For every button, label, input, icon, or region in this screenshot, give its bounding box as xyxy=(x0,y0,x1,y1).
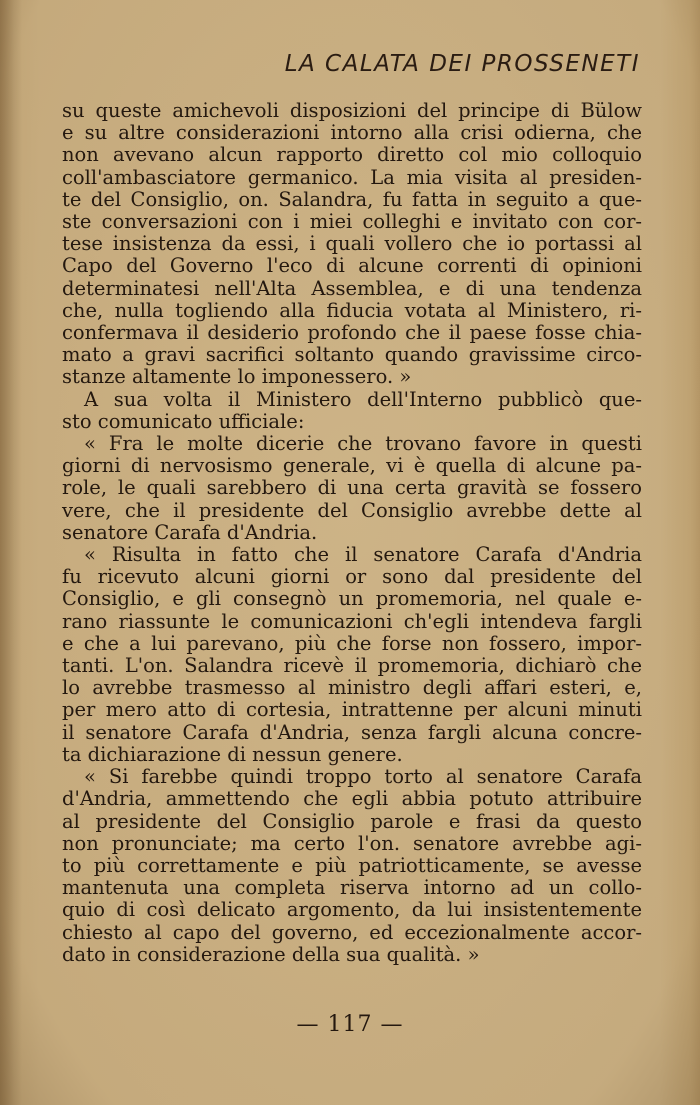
text-line: « Risulta in fatto che il senatore Carafa d'Andria xyxy=(84,543,642,567)
text-line: determinatesi nell'Alta Assemblea, e di una tendenza xyxy=(62,276,642,300)
text-line: non avevano alcun rapporto diretto col mio colloquio xyxy=(62,143,642,167)
text-line: confermava il desiderio profondo che il paese fosse chia- xyxy=(62,321,642,345)
text-line: il senatore Carafa d'Andria, senza fargli alcuna concre- xyxy=(62,720,642,744)
text-line: A sua volta il Ministero dell'Interno pubblicò que- xyxy=(84,387,642,411)
binding-shadow xyxy=(0,0,22,1105)
text-line: mato a gravi sacrifici soltanto quando gravissime circo- xyxy=(62,343,642,367)
text-line: quio di così delicato argomento, da lui insistentemente xyxy=(62,898,642,922)
text-line: per mero atto di cortesia, intrattenne per alcuni minuti xyxy=(62,698,642,722)
text-line: rano riassunte le comunicazioni ch'egli intendeva fargli xyxy=(62,609,642,633)
text-line: « Fra le molte dicerie che trovano favore in questi xyxy=(84,432,642,456)
text-line: e che a lui parevano, più che forse non fossero, impor- xyxy=(62,631,642,655)
text-line: senatore Carafa d'Andria. xyxy=(62,520,318,544)
text-line: tese insistenza da essi, i quali vollero che io portassi al xyxy=(62,232,642,256)
text-line: role, le quali sarebbero di una certa gravità se fossero xyxy=(62,476,642,500)
page-number: — 117 — xyxy=(296,1012,404,1037)
text-line: « Si farebbe quindi troppo torto al senatore Carafa xyxy=(84,765,642,789)
text-line: su queste amichevoli disposizioni del principe di Bülow xyxy=(62,99,642,122)
text-line: to più correttamente e più patriotticamente, se avesse xyxy=(62,853,642,877)
text-line: che, nulla togliendo alla fiducia votata al Ministero, ri- xyxy=(62,298,642,322)
running-title: LA CALATA DEI PROSSENETI xyxy=(284,51,640,77)
text-line: giorni di nervosismo generale, vi è quella di alcune pa- xyxy=(62,454,642,478)
text-line: dato in considerazione della sua qualità. » xyxy=(62,942,480,966)
text-line: ste conversazioni con i miei colleghi e invitato con cor- xyxy=(62,210,642,234)
text-line: Consiglio, e gli consegnò un promemoria, nel quale e- xyxy=(62,587,642,611)
text-line: sto comunicato ufficiale: xyxy=(62,409,305,433)
text-line: Capo del Governo l'eco di alcune correnti di opinioni xyxy=(62,254,642,278)
text-line: te del Consiglio, on. Salandra, fu fatta in seguito a que- xyxy=(62,187,642,211)
text-line: d'Andria, ammettendo che egli abbia potuto attribuire xyxy=(62,787,642,811)
text-line: mantenuta una completa riserva intorno ad un collo- xyxy=(62,876,642,900)
text-line: coll'ambasciatore germanico. La mia visita al presiden- xyxy=(62,165,642,189)
text-line: ta dichiarazione di nessun genere. xyxy=(62,742,403,766)
body-text xyxy=(62,100,642,966)
text-line: fu ricevuto alcuni giorni or sono dal presidente del xyxy=(62,565,642,589)
text-line: non pronunciate; ma certo l'on. senatore avrebbe agi- xyxy=(62,831,642,855)
text-line: vere, che il presidente del Consiglio avrebbe dette al xyxy=(62,498,642,522)
text-line: chiesto al capo del governo, ed eccezionalmente accor- xyxy=(62,920,642,944)
text-line: e su altre considerazioni intorno alla crisi odierna, che xyxy=(62,121,642,145)
text-line: stanze altamente lo imponessero. » xyxy=(62,365,412,389)
text-line: lo avrebbe trasmesso al ministro degli affari esteri, e, xyxy=(62,676,642,700)
text-line: al presidente del Consiglio parole e frasi da questo xyxy=(62,809,642,833)
text-line: tanti. L'on. Salandra ricevè il promemoria, dichiarò che xyxy=(62,654,642,678)
